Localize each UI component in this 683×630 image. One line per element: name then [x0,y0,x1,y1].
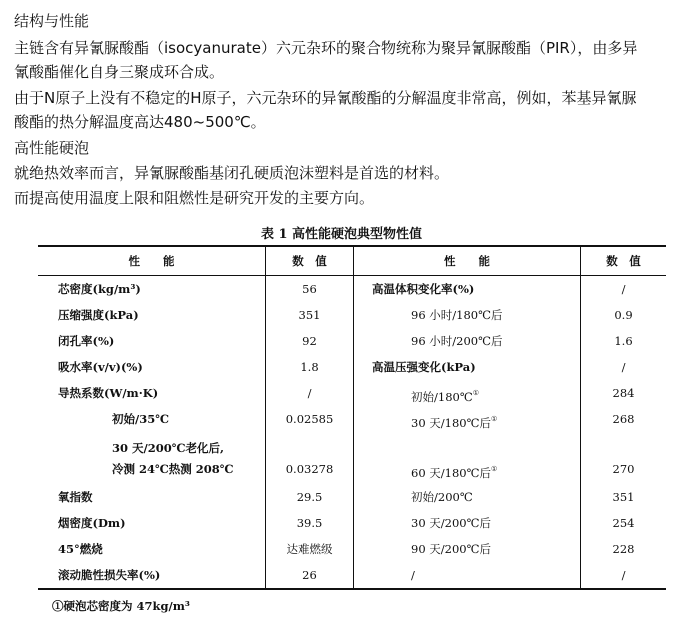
table-row-label: 吸水率(v/v)(%) [58,360,143,374]
table-row-label-footnoted [411,385,479,405]
subheading: 高性能硬泡 [14,139,90,157]
table-bottom-rule [38,588,666,590]
table-row-label: 高温压强变化(kPa) [372,360,476,374]
table-row-label: 45°燃烧 [58,542,103,556]
table-row-value: 达难燃级 [286,542,333,556]
table-row-label: 初始/200℃ [411,490,473,504]
table-row-value: 26 [302,568,317,582]
paragraph-line: 就绝热效率而言，异氰脲酸酯基闭孔硬质泡沫塑料是首选的材料。 [14,164,450,182]
table-row-value: 351 [298,308,321,322]
table-row-value: 284 [612,386,635,400]
table-row-label: 96 小时/200℃后 [411,334,503,348]
table-row-label: 高温体积变化率(%) [372,282,475,296]
table-row-label: / [411,568,415,582]
table-header-rule [38,275,666,276]
table-row-value: 254 [612,516,635,530]
table-top-rule [38,245,666,247]
table-row-value: / [621,568,626,582]
table-row-label: 初始/35℃ [112,412,169,426]
table-row-value: 228 [612,542,635,556]
table-row-value: 0.03278 [285,462,334,476]
table-row-label: 初始/180℃ [411,390,473,404]
table-row-value: / [621,360,626,374]
table-row-value: 351 [612,490,635,504]
paragraph-line: 而提高使用温度上限和阻燃性是研究开发的主要方向。 [14,189,375,207]
table-row-label: 闭孔率(%) [58,334,115,348]
table-row-label-footnoted [411,411,497,431]
table-row-value: 1.8 [300,360,319,374]
table-row-value: 39.5 [296,516,323,530]
table-row-value: 270 [612,462,635,476]
table-row-value: 0.9 [614,308,633,322]
table-footnote: ①硬泡芯密度为 47kg/m³ [52,599,190,613]
header-value-right: 数 值 [606,254,641,268]
table-row-label: 滚动脆性损失率(%) [58,568,161,582]
footnote-marker: ① [490,415,498,423]
table-row-value: 1.6 [614,334,633,348]
table-row-value: / [307,386,312,400]
table-row-label: 压缩强度(kPa) [58,308,139,322]
table-title: 表 1 高性能硬泡典型物性值 [260,227,423,242]
footnote-marker: ① [490,465,498,473]
paragraph-line: 氰酸酯催化自身三聚成环合成。 [14,63,225,81]
table-row-label: 30 天/200℃后 [411,516,491,530]
table-row-value: 268 [612,412,635,426]
table-row-label: 氧指数 [58,490,93,504]
paragraph-line: 由于N原子上没有不稳定的H原子，六元杂环的异氰酸酯的分解温度非常高，例如，苯基异氰脲 [14,89,637,107]
paragraph-line: 主链含有异氰脲酸酯（isocyanurate）六元杂环的聚合物统称为聚异氰脲酸酯（PIR），由多异 [14,39,638,57]
table-row-value: 0.02585 [285,412,334,426]
footnote-marker: ① [472,389,479,397]
table-column-divider [353,246,354,589]
header-value-left: 数 值 [292,254,327,268]
header-property-left: 性 能 [128,254,175,268]
table-row-label: 芯密度(kg/m³) [58,282,141,296]
table-row-label-footnoted [411,461,497,481]
table-row-label: 60 天/180℃后 [411,466,491,480]
table-row-label: 96 小时/180℃后 [411,308,503,322]
table-row-label: 冷测 24℃热测 208℃ [112,462,234,476]
table-row-value: 92 [302,334,317,348]
table-row-label: 30 天/180℃后 [411,416,491,430]
table-row-label: 导热系数(W/m·K) [58,386,159,400]
table-row-value: 56 [302,282,317,296]
table-row-label: 30 天/200℃老化后, [112,441,224,455]
paragraph-line: 酸酯的热分解温度高达480~500℃。 [14,113,266,131]
table-row-value: 29.5 [296,490,323,504]
header-property-right: 性 能 [444,254,490,268]
section-heading: 结构与性能 [14,12,90,30]
table-row-label: 90 天/200℃后 [411,542,491,556]
table-row-value: / [621,282,626,296]
table-row-label: 烟密度(Dm) [58,516,126,530]
